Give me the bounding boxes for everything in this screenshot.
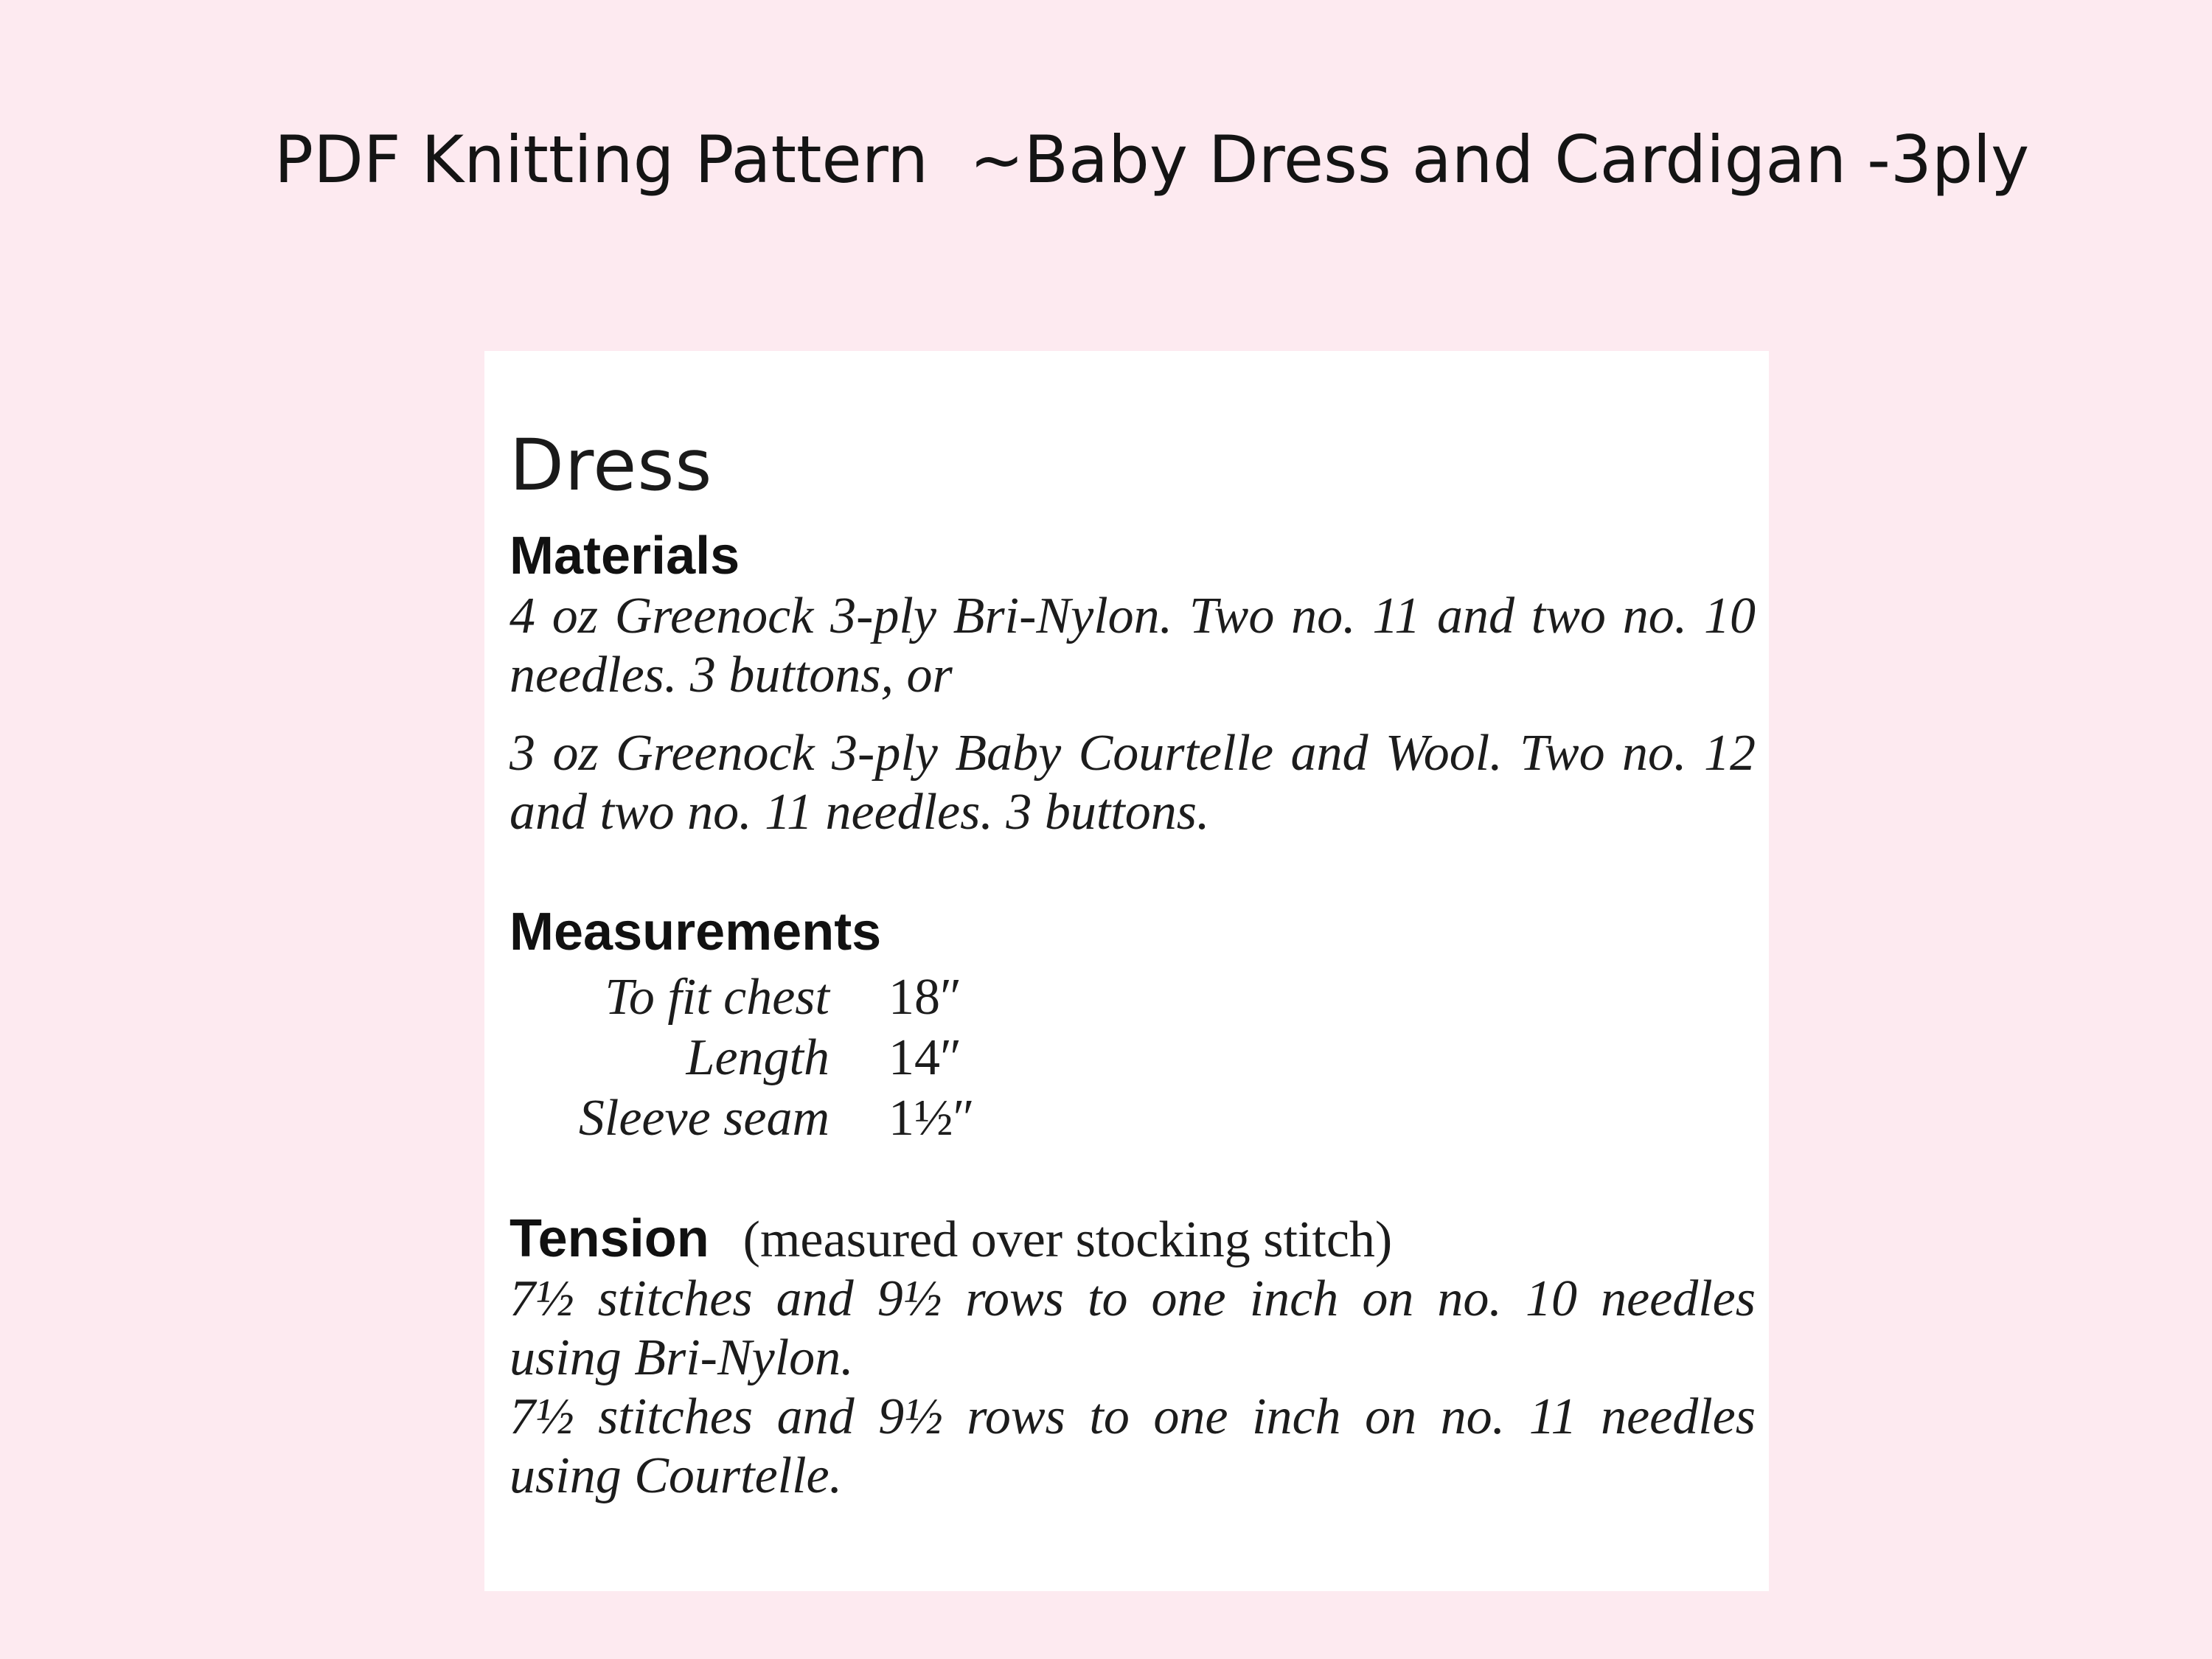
tension-heading: Tension (509, 1209, 709, 1268)
measurement-label: Sleeve seam (578, 1090, 830, 1147)
tension-line-2: 7½ stitches and 9½ rows to one inch on no. 11 needles using Courtelle. (509, 1388, 1756, 1504)
materials-heading: Materials (509, 526, 740, 585)
measurement-row (520, 967, 975, 1028)
pattern-scan (484, 351, 1769, 1591)
tension-line-1: 7½ stitches and 9½ rows to one inch on no. 10 needles using Bri-Nylon. (509, 1270, 1756, 1386)
tension-heading-row (509, 1208, 1756, 1270)
measurement-value: 18″ (888, 969, 962, 1026)
tension-note: (measured over stocking stitch) (742, 1211, 1393, 1268)
dress-heading: Dress (509, 424, 713, 507)
tension-section (509, 1208, 1756, 1506)
measurement-row (520, 1088, 975, 1149)
measurement-label: To fit chest (605, 969, 830, 1026)
materials-option-2: 3 oz Greenock 3-ply Baby Courtelle and Wool. Two no. 12 and two no. 11 needles. 3 buttons. (509, 725, 1756, 841)
measurements-heading: Measurements (509, 902, 882, 961)
materials-section (509, 525, 1756, 842)
banner-title: PDF Knitting Pattern ~Baby Dress and Cardigan -3ply (274, 122, 2030, 198)
measurement-label: Length (686, 1029, 830, 1086)
measurement-value: 14″ (888, 1029, 962, 1086)
measurement-value: 1½″ (888, 1090, 975, 1147)
measurements-section (509, 901, 1756, 1149)
measurements-table (520, 967, 975, 1149)
measurement-row (520, 1028, 975, 1088)
pattern-content (509, 425, 1756, 1506)
materials-option-1: 4 oz Greenock 3-ply Bri-Nylon. Two no. 11 and two no. 10 needles. 3 buttons, or (509, 588, 1756, 703)
